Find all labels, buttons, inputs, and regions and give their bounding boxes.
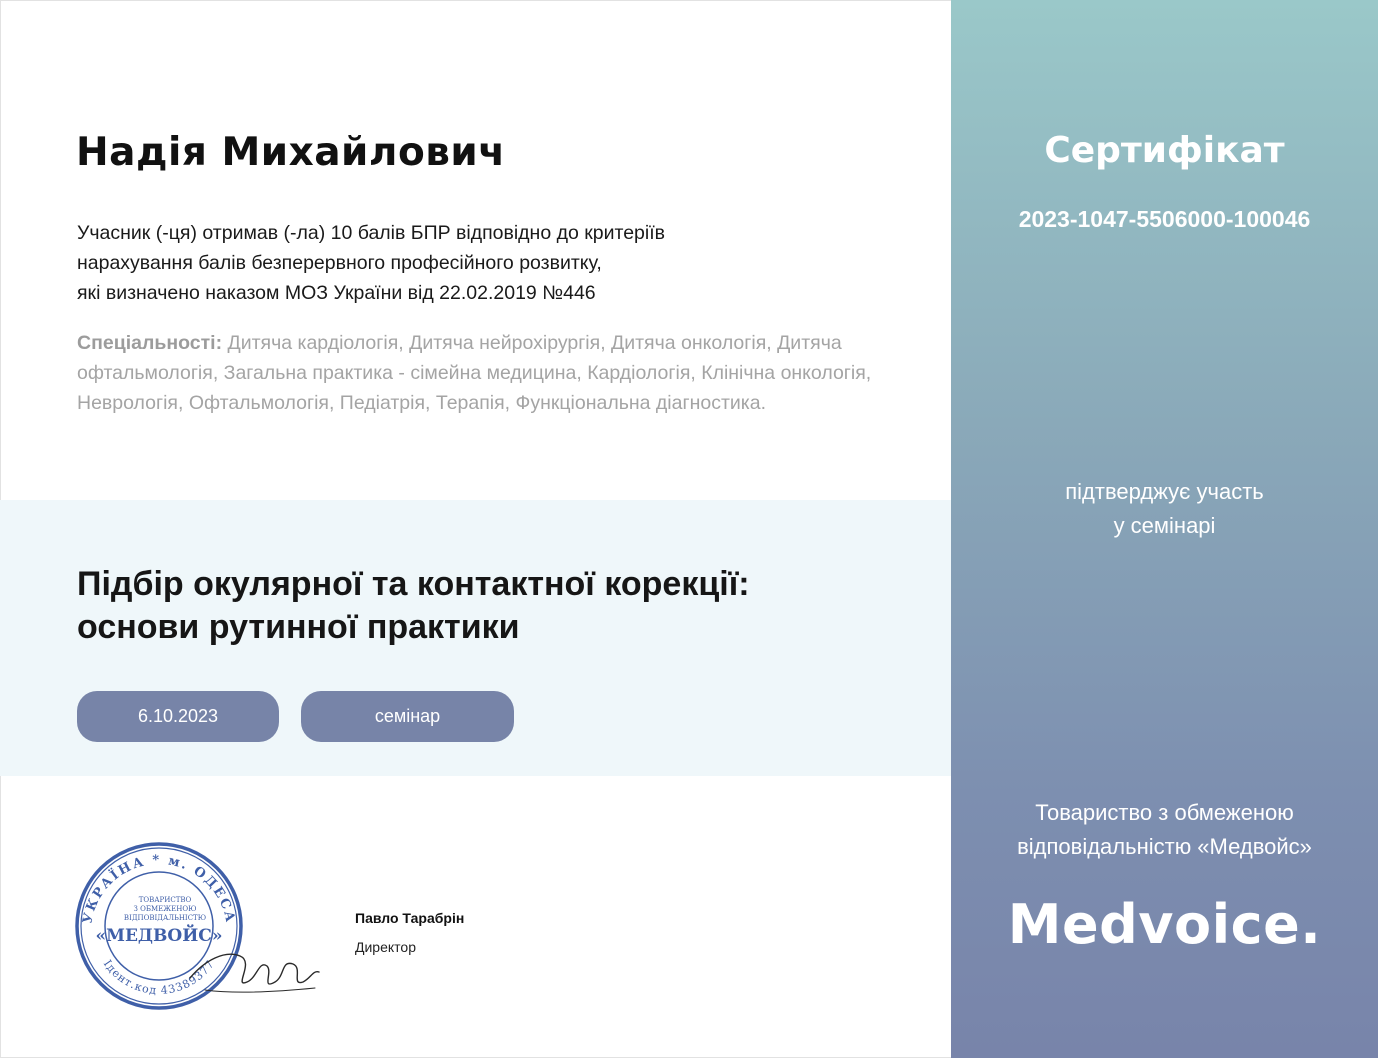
organization-line: відповідальністю «Медвойс» [1017, 834, 1312, 859]
seminar-date-badge [77, 691, 279, 742]
certificate-title: Сертифікат [1044, 130, 1285, 171]
seminar-type-badge [301, 691, 514, 742]
seminar-type: семінар [374, 706, 441, 726]
stamp-company-name: «МЕДВОЙС» [95, 926, 223, 946]
stamp-code-text: Ідент.код 43389377 [100, 957, 218, 997]
specialties-list: Дитяча кардіологія, Дитяча нейрохірургія, Дитяча онкологія, Дитяча офтальмологія, Загальна практика - сімейна медицина, Кардіологія, Клінічна онкологія, Неврологія, Офтальмологія, Педіатрія, Терапія, Функціональна діагностика. [77, 332, 872, 414]
signer-role: Директор [355, 939, 416, 955]
stamp-inner-line: З ОБМЕЖЕНОЮ [133, 905, 197, 913]
confirmation-line: у семінарі [1113, 513, 1216, 538]
criteria-line: які визначено наказом МОЗ України від 22.02.2019 №446 [77, 282, 596, 304]
recipient-name: Надія Михайлович [76, 130, 506, 175]
confirmation-line: підтверджує участь [1065, 479, 1264, 504]
medvoice-logo: Medvoice. [1007, 893, 1322, 956]
stamp-inner-line: ВІДПОВІДАЛЬНІСТЮ [123, 914, 207, 922]
criteria-line: нарахування балів безперервного професійного розвитку, [77, 252, 602, 274]
seminar-date: 6.10.2023 [137, 706, 219, 726]
director-signature-icon [185, 930, 325, 1010]
certificate-side-panel [951, 0, 1378, 1058]
specialties-label: Спеціальності: [77, 332, 223, 354]
organization-name [951, 796, 1378, 864]
seminar-title [77, 563, 897, 649]
stamp-outer-text: УКРАЇНА * м. ОДЕСА [80, 852, 238, 926]
stamp-inner-line: ТОВАРИСТВО [138, 896, 192, 904]
criteria-line: Учасник (-ця) отримав (-ла) 10 балів БПР відповідно до критеріїв [77, 222, 666, 244]
signer-name: Павло Тарабрін [355, 910, 465, 926]
certificate-number: 2023-1047-5506000-100046 [1018, 206, 1311, 232]
seminar-title-line: основи рутинної практики [77, 608, 520, 646]
specialties [77, 328, 927, 418]
organization-line: Товариство з обмеженою [1035, 800, 1294, 825]
criteria-text [77, 218, 877, 308]
seminar-title-line: Підбір окулярної та контактної корекції: [77, 565, 750, 603]
confirmation-text [951, 475, 1378, 543]
